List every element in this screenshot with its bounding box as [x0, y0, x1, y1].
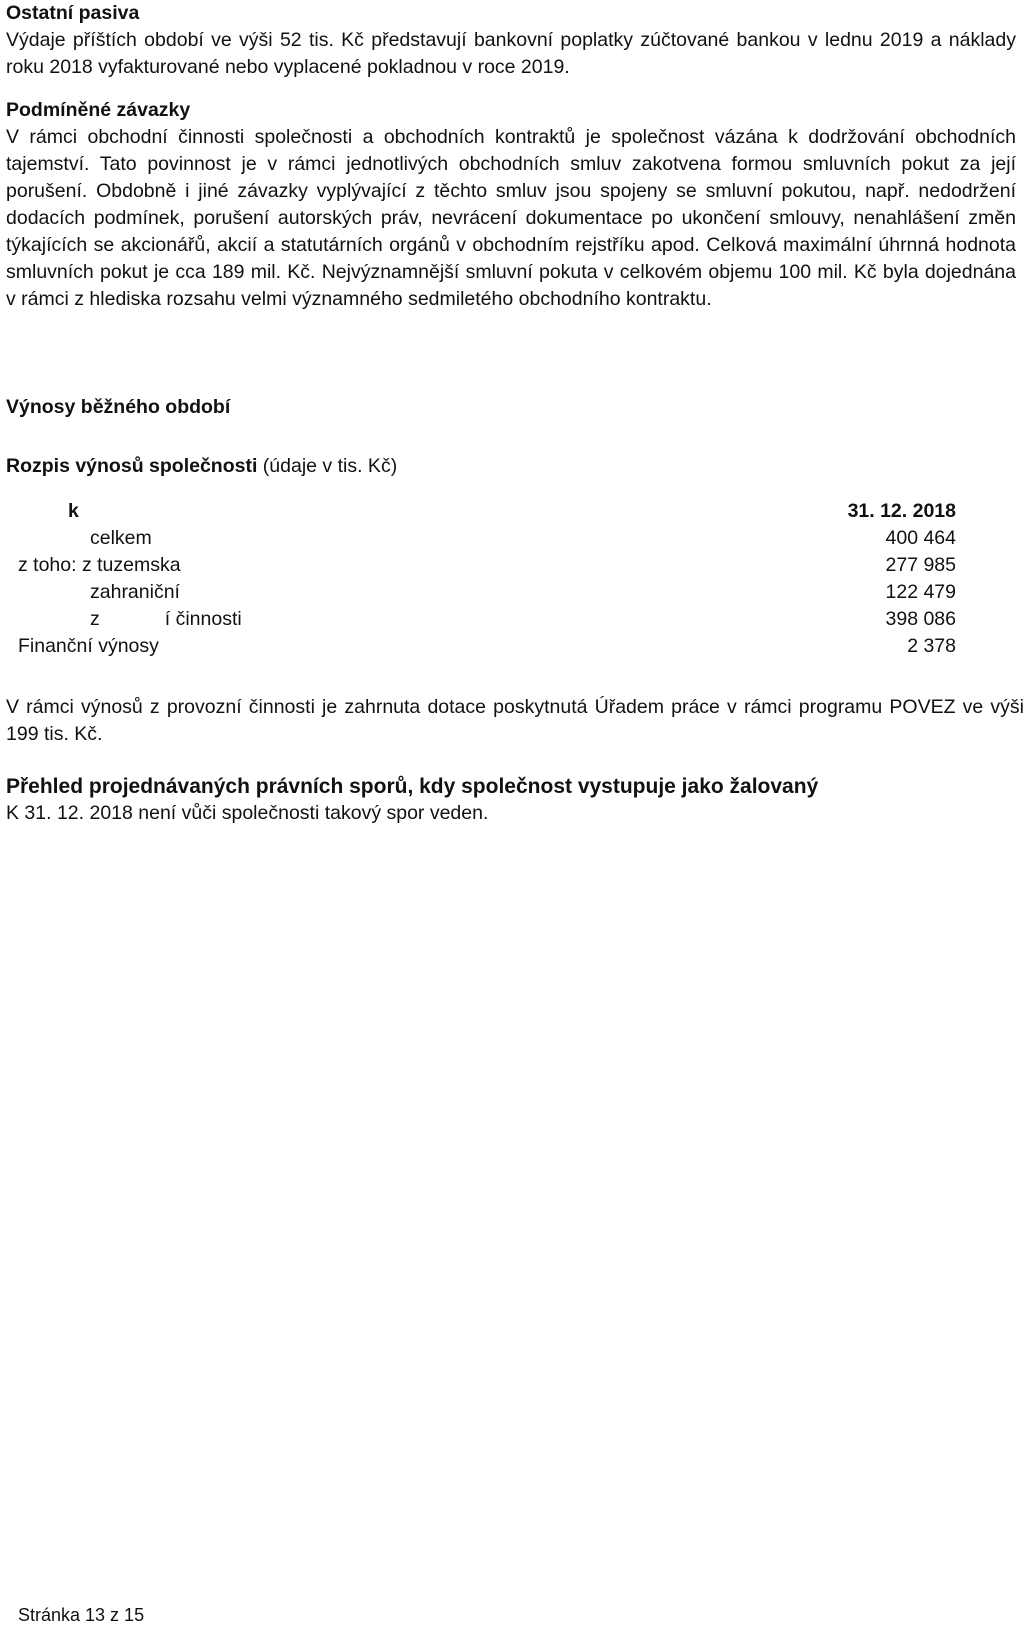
revenue-header-date: 31. 12. 2018: [847, 500, 956, 522]
revenue-row-label: Finanční výnosy: [18, 635, 159, 657]
section-title-pravni-spory: Přehled projednávaných právních sporů, kdy společnost vystupuje jako žalovaný: [6, 775, 819, 798]
paragraph-dotace: V rámci výnosů z provozní činnosti je zahrnuta dotace poskytnutá Úřadem práce v rámci programu POVEZ ve výši 199 tis. Kč.: [6, 696, 1024, 745]
revenue-row-label: celkem: [90, 527, 152, 549]
page-number: Stránka 13 z 15: [18, 1605, 145, 1625]
section-title-ostatni-pasiva: Ostatní pasiva: [6, 2, 140, 24]
section-podminene-zavazky: [6, 97, 1016, 313]
revenue-header-label: k: [68, 500, 79, 522]
paragraph-pravni-spory: K 31. 12. 2018 není vůči společnosti takový spor veden.: [6, 802, 489, 824]
revenue-row-value: 398 086: [885, 608, 956, 630]
section-vynosy: [6, 394, 1016, 421]
rozpis-heading: [6, 453, 1016, 480]
revenue-row-value: 122 479: [885, 581, 956, 603]
section-title-podminene-zavazky: Podmíněné závazky: [6, 99, 191, 121]
section-note-dotace: [6, 694, 1024, 748]
table-row: [6, 552, 956, 579]
revenue-row-label: z toho: z tuzemska: [18, 554, 181, 576]
table-row: [6, 633, 956, 660]
table-row: [6, 525, 956, 552]
revenue-row-value: 400 464: [885, 527, 956, 549]
section-title-vynosy: Výnosy běžného období: [6, 396, 231, 418]
table-row: [6, 579, 956, 606]
revenue-table: [6, 498, 956, 660]
paragraph-podminene-zavazky: V rámci obchodní činnosti společnosti a obchodních kontraktů je společnost vázána k dodržování obchodních tajemství. Tato povinnost je v rámci jednotlivých obchodních smluv zakotvena formou smluvních pokut za její porušení. Obdobně i jiné závazky vyplývající z těchto smluv jsou spojeny se smluvní pokutou, např. nedodržení dodacích podmínek, porušení autorských práv, nevrácení dokumentace po ukončení smlouvy, nenahlášení změn týkajících se akcionářů, akcií a statutárních orgánů v obchodním rejstříku apod. Celková maximální úhrnná hodnota smluvních pokut je cca 189 mil. Kč. Nejvýznamnější smluvní pokuta v celkovém objemu 100 mil. Kč byla dojednána v rámci z hlediska rozsahu velmi významného sedmiletého obchodního kontraktu.: [6, 126, 1016, 310]
revenue-row-label: z í činnosti: [90, 608, 242, 630]
revenue-row-value: 2 378: [907, 635, 956, 657]
rozpis-title: Rozpis výnosů společnosti: [6, 455, 258, 477]
rozpis-units: (údaje v tis. Kč): [257, 455, 398, 477]
section-pravni-spory: [6, 773, 1016, 827]
revenue-row-value: 277 985: [885, 554, 956, 576]
section-ostatni-pasiva: [6, 0, 1016, 81]
paragraph-ostatni-pasiva: Výdaje příštích období ve výši 52 tis. Kč představují bankovní poplatky zúčtované bankou v lednu 2019 a náklady roku 2018 vyfakturované nebo vyplacené pokladnou v roce 2019.: [6, 29, 1016, 78]
table-row: [6, 606, 956, 633]
revenue-table-header: [6, 498, 956, 525]
revenue-row-label: zahraniční: [90, 581, 180, 603]
